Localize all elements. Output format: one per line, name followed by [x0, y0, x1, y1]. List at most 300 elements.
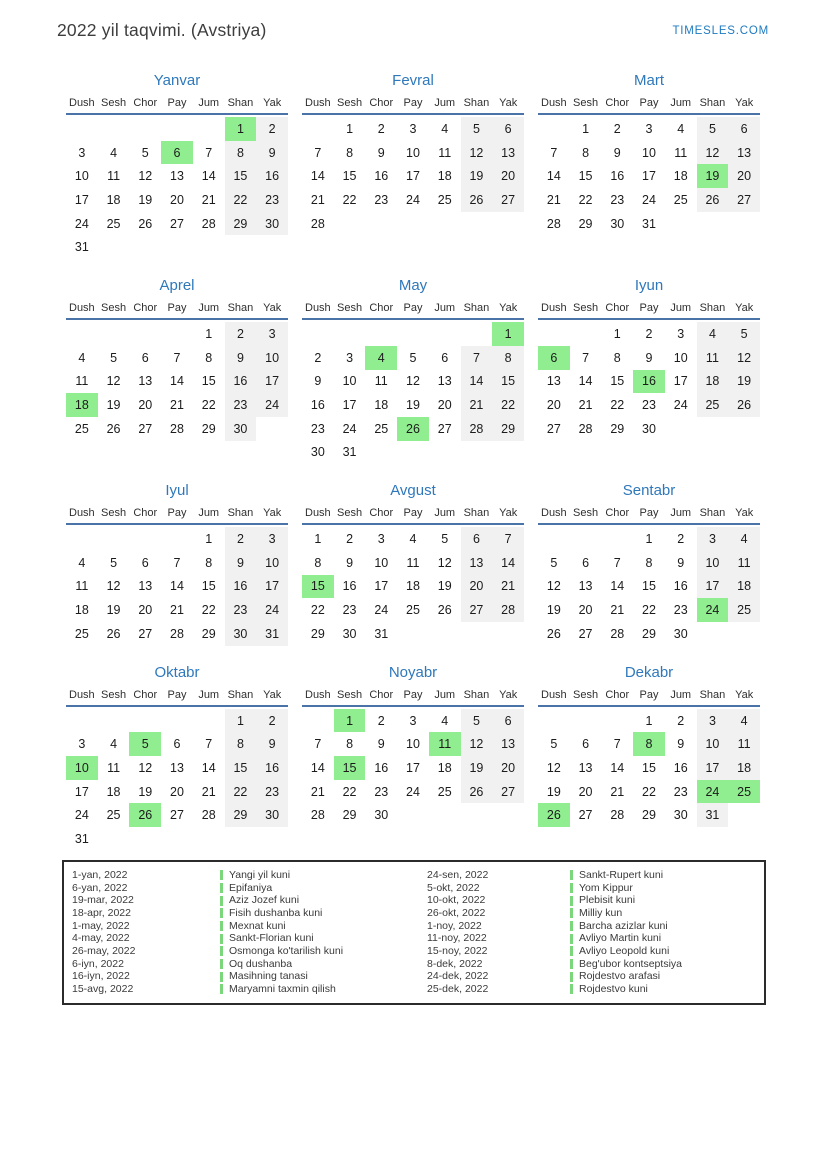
- day-cell: 25: [106, 216, 121, 231]
- week-row: [302, 164, 524, 188]
- legend-holiday-name: [220, 869, 427, 882]
- day-cell: 1: [205, 326, 213, 341]
- day-cell: 22: [642, 784, 656, 799]
- day-cell: 21: [578, 398, 593, 413]
- empty-day-cell: [193, 709, 225, 733]
- day-cell: 22: [610, 398, 625, 413]
- day-cell: 8: [613, 350, 621, 365]
- day-cell: 10: [697, 551, 729, 575]
- day-cell: 17: [642, 169, 656, 184]
- day-cell: 20: [170, 192, 184, 207]
- day-cell: 25: [437, 192, 452, 207]
- holiday-day-cell: 1: [492, 322, 524, 346]
- empty-day-cell: [697, 622, 729, 646]
- day-cell: 23: [374, 784, 389, 799]
- empty-day-cell: [66, 322, 98, 346]
- day-cell: 12: [546, 579, 561, 594]
- day-cell: 13: [578, 760, 593, 775]
- day-cell: 19: [437, 579, 452, 594]
- legend-date: 1-may, 2022: [72, 919, 130, 932]
- day-cell: 24: [74, 216, 89, 231]
- empty-day-cell: [365, 441, 397, 465]
- day-cell: 2: [225, 322, 257, 346]
- empty-day-cell: [728, 622, 760, 646]
- day-cell: 27: [437, 421, 452, 436]
- weekday-label: Pay: [167, 302, 187, 315]
- day-cell: 25: [728, 598, 760, 622]
- month-days-grid: [302, 115, 524, 235]
- day-cell: 19: [461, 756, 493, 780]
- day-cell: 7: [492, 527, 524, 551]
- day-cell: 26: [106, 421, 121, 436]
- day-cell: 7: [314, 145, 322, 160]
- weekday-label: Chor: [369, 688, 394, 701]
- week-row: [66, 575, 288, 599]
- legend-holiday-name: [570, 983, 760, 996]
- day-cell: 28: [310, 808, 325, 823]
- week-row: [538, 393, 760, 417]
- empty-day-cell: [461, 212, 493, 236]
- day-cell: 14: [578, 374, 593, 389]
- day-cell: 9: [613, 145, 621, 160]
- day-cell: 1: [225, 709, 257, 733]
- weekday-label: Dush: [305, 97, 331, 109]
- day-cell: 28: [170, 421, 184, 436]
- weekday-header-row: [302, 302, 524, 320]
- day-cell: 6: [141, 555, 149, 570]
- day-cell: 15: [492, 370, 524, 394]
- empty-day-cell: [601, 709, 633, 733]
- holiday-day-cell: 25: [728, 780, 760, 804]
- legend-holiday-label: Milliy kun: [579, 906, 623, 919]
- month-calendar: [302, 664, 524, 827]
- legend-tick-icon: [570, 908, 573, 918]
- weekday-label: Sesh: [573, 302, 599, 315]
- month-calendar: [538, 664, 760, 827]
- day-cell: 9: [225, 346, 257, 370]
- legend-date: 5-okt, 2022: [427, 881, 480, 894]
- week-row: [302, 188, 524, 212]
- day-cell: 30: [225, 622, 257, 646]
- weekday-label: Chor: [133, 302, 158, 315]
- empty-day-cell: [429, 322, 461, 346]
- weekday-label: Jum: [670, 97, 692, 109]
- page-title: 2022 yil taqvimi. (Avstriya): [57, 20, 267, 40]
- day-cell: 3: [409, 121, 417, 136]
- day-cell: 8: [346, 145, 354, 160]
- day-cell: 22: [578, 192, 593, 207]
- month-calendar: [66, 277, 288, 440]
- weekday-label: Dush: [541, 97, 567, 109]
- holiday-day-cell: 8: [633, 732, 665, 756]
- day-cell: 24: [406, 192, 420, 207]
- day-cell: 2: [225, 527, 257, 551]
- weekday-label: Dush: [541, 302, 567, 315]
- day-cell: 3: [377, 532, 385, 547]
- day-cell: 30: [342, 626, 357, 641]
- day-cell: 17: [673, 374, 688, 389]
- week-row: [302, 346, 524, 370]
- day-cell: 23: [673, 603, 688, 618]
- day-cell: 19: [106, 603, 121, 618]
- empty-day-cell: [256, 417, 288, 441]
- empty-day-cell: [365, 212, 397, 236]
- day-cell: 4: [441, 713, 449, 728]
- day-cell: 6: [582, 555, 590, 570]
- day-cell: 11: [75, 374, 89, 389]
- empty-day-cell: [461, 803, 493, 827]
- empty-day-cell: [161, 827, 193, 851]
- day-cell: 31: [74, 240, 89, 255]
- day-cell: 15: [578, 169, 593, 184]
- weekday-label: Shan: [699, 302, 726, 315]
- day-cell: 4: [78, 555, 86, 570]
- day-cell: 5: [550, 555, 558, 570]
- month-calendar: [538, 277, 760, 440]
- empty-day-cell: [397, 441, 429, 465]
- day-cell: 2: [377, 713, 385, 728]
- day-cell: 30: [225, 417, 257, 441]
- day-cell: 3: [256, 527, 288, 551]
- holiday-day-cell: 15: [302, 575, 334, 599]
- empty-day-cell: [665, 212, 697, 236]
- empty-day-cell: [193, 235, 225, 259]
- weekday-label: Sesh: [101, 97, 127, 109]
- weekday-label: Dush: [69, 302, 95, 315]
- day-cell: 20: [437, 398, 452, 413]
- day-cell: 17: [406, 169, 420, 184]
- day-cell: 31: [256, 622, 288, 646]
- day-cell: 16: [310, 398, 325, 413]
- week-row: [302, 393, 524, 417]
- day-cell: 11: [107, 760, 121, 775]
- day-cell: 10: [342, 374, 357, 389]
- day-cell: 5: [110, 555, 118, 570]
- legend-tick-icon: [570, 870, 573, 880]
- week-row: [302, 732, 524, 756]
- day-cell: 14: [201, 169, 216, 184]
- day-cell: 16: [374, 760, 389, 775]
- legend-tick-icon: [220, 908, 223, 918]
- month-days-grid: [538, 707, 760, 827]
- day-cell: 29: [342, 808, 357, 823]
- day-cell: 15: [201, 374, 216, 389]
- day-cell: 2: [377, 121, 385, 136]
- day-cell: 4: [409, 532, 417, 547]
- month-title: Aprel: [159, 277, 195, 295]
- holiday-day-cell: 18: [66, 393, 98, 417]
- day-cell: 28: [201, 808, 216, 823]
- month-calendar: [66, 72, 288, 259]
- empty-day-cell: [161, 709, 193, 733]
- day-cell: 17: [74, 784, 89, 799]
- weekday-header-row: [66, 302, 288, 320]
- day-cell: 25: [437, 784, 452, 799]
- day-cell: 19: [546, 603, 561, 618]
- empty-day-cell: [193, 827, 225, 851]
- day-cell: 5: [441, 532, 449, 547]
- legend-holiday-name: [570, 920, 760, 933]
- day-cell: 4: [728, 709, 760, 733]
- month-days-grid: [66, 707, 288, 851]
- day-cell: 26: [546, 626, 561, 641]
- day-cell: 12: [106, 579, 121, 594]
- week-row: [66, 598, 288, 622]
- day-cell: 26: [697, 188, 729, 212]
- weekday-label: Yak: [263, 302, 282, 315]
- day-cell: 12: [106, 374, 121, 389]
- month-title: Dekabr: [624, 663, 674, 681]
- month-days-grid: [302, 320, 524, 464]
- month-calendar: [538, 482, 760, 645]
- weekday-label: Sesh: [101, 302, 127, 315]
- month-days-grid: [538, 320, 760, 440]
- legend-date: 4-may, 2022: [72, 932, 130, 945]
- day-cell: 17: [406, 760, 420, 775]
- weekday-label: Jum: [198, 507, 220, 520]
- weekday-label: Shan: [463, 688, 490, 701]
- day-cell: 2: [314, 350, 322, 365]
- day-cell: 7: [173, 555, 181, 570]
- legend-holiday-label: Epifaniya: [229, 881, 273, 894]
- empty-day-cell: [98, 322, 130, 346]
- day-cell: 8: [225, 141, 257, 165]
- day-cell: 27: [578, 808, 593, 823]
- day-cell: 6: [492, 117, 524, 141]
- holiday-day-cell: 26: [538, 803, 570, 827]
- legend-tick-icon: [570, 984, 573, 994]
- legend-tick-icon: [570, 896, 573, 906]
- empty-day-cell: [665, 417, 697, 441]
- day-cell: 24: [406, 784, 420, 799]
- holiday-day-cell: 10: [66, 756, 98, 780]
- empty-day-cell: [129, 117, 161, 141]
- month-title: Mart: [634, 72, 664, 89]
- day-cell: 23: [374, 192, 389, 207]
- day-cell: 11: [728, 732, 760, 756]
- day-cell: 8: [582, 145, 590, 160]
- day-cell: 4: [78, 350, 86, 365]
- legend-date: 26-may, 2022: [72, 944, 136, 957]
- day-cell: 16: [610, 169, 625, 184]
- weekday-label: Dush: [541, 688, 567, 701]
- empty-day-cell: [256, 235, 288, 259]
- day-cell: 23: [256, 188, 288, 212]
- week-row: [538, 346, 760, 370]
- weekday-label: Jum: [670, 507, 692, 520]
- day-cell: 26: [437, 603, 452, 618]
- empty-day-cell: [129, 322, 161, 346]
- day-cell: 14: [170, 374, 184, 389]
- day-cell: 6: [173, 737, 181, 752]
- week-row: [538, 527, 760, 551]
- weekday-label: Dush: [69, 688, 95, 701]
- month-days-grid: [66, 525, 288, 645]
- holiday-day-cell: 24: [697, 598, 729, 622]
- day-cell: 2: [677, 532, 685, 547]
- day-cell: 9: [346, 555, 354, 570]
- empty-day-cell: [601, 527, 633, 551]
- day-cell: 27: [578, 626, 593, 641]
- day-cell: 21: [201, 192, 216, 207]
- day-cell: 10: [256, 551, 288, 575]
- day-cell: 20: [492, 164, 524, 188]
- legend-tick-icon: [570, 972, 573, 982]
- weekday-label: Yak: [735, 302, 754, 315]
- day-cell: 28: [610, 626, 625, 641]
- week-row: [66, 417, 288, 441]
- day-cell: 9: [377, 737, 385, 752]
- day-cell: 22: [342, 784, 357, 799]
- day-cell: 6: [441, 350, 449, 365]
- day-cell: 28: [461, 417, 493, 441]
- empty-day-cell: [161, 235, 193, 259]
- day-cell: 7: [205, 145, 213, 160]
- day-cell: 22: [310, 603, 325, 618]
- legend-holiday-label: Mexnat kuni: [229, 919, 286, 932]
- week-row: [66, 780, 288, 804]
- day-cell: 14: [201, 760, 216, 775]
- day-cell: 18: [728, 575, 760, 599]
- weekday-label: Yak: [263, 688, 282, 701]
- month-title: Avgust: [390, 482, 436, 500]
- day-cell: 30: [256, 803, 288, 827]
- day-cell: 31: [642, 216, 656, 231]
- month-title: Fevral: [392, 72, 434, 89]
- day-cell: 27: [138, 626, 153, 641]
- day-cell: 13: [170, 760, 184, 775]
- empty-day-cell: [129, 709, 161, 733]
- day-cell: 27: [138, 421, 153, 436]
- day-cell: 12: [728, 346, 760, 370]
- empty-day-cell: [98, 827, 130, 851]
- day-cell: 21: [170, 398, 184, 413]
- month-title: Oktabr: [154, 663, 200, 681]
- day-cell: 28: [546, 216, 561, 231]
- day-cell: 14: [610, 760, 625, 775]
- day-cell: 12: [138, 760, 153, 775]
- day-cell: 10: [642, 145, 656, 160]
- empty-day-cell: [129, 827, 161, 851]
- empty-day-cell: [538, 527, 570, 551]
- legend-holiday-name: [570, 907, 760, 920]
- day-cell: 18: [437, 169, 452, 184]
- day-cell: 19: [138, 784, 153, 799]
- day-cell: 20: [728, 164, 760, 188]
- weekday-label: Dush: [305, 507, 331, 520]
- legend-holiday-name: [220, 958, 427, 971]
- day-cell: 9: [256, 732, 288, 756]
- empty-day-cell: [728, 417, 760, 441]
- weekday-label: Yak: [735, 507, 754, 520]
- day-cell: 8: [314, 555, 322, 570]
- week-row: [302, 598, 524, 622]
- holiday-day-cell: 6: [161, 141, 193, 165]
- month-calendar: [66, 664, 288, 851]
- weekday-label: Shan: [463, 97, 490, 109]
- day-cell: 20: [170, 784, 184, 799]
- day-cell: 19: [106, 398, 121, 413]
- weekday-label: Yak: [263, 507, 282, 520]
- holiday-day-cell: 26: [129, 803, 161, 827]
- day-cell: 31: [697, 803, 729, 827]
- empty-day-cell: [98, 235, 130, 259]
- holiday-day-cell: 6: [538, 346, 570, 370]
- week-row: [302, 117, 524, 141]
- weekday-label: Sesh: [337, 507, 363, 520]
- months-grid: [66, 72, 760, 851]
- weekday-label: Jum: [434, 97, 456, 109]
- day-cell: 24: [256, 598, 288, 622]
- empty-day-cell: [225, 235, 257, 259]
- legend-date: 6-iyn, 2022: [72, 957, 124, 970]
- legend-holiday-label: Aziz Jozef kuni: [229, 894, 300, 907]
- day-cell: 20: [578, 784, 593, 799]
- day-cell: 22: [201, 603, 216, 618]
- day-cell: 19: [406, 398, 420, 413]
- day-cell: 31: [74, 831, 89, 846]
- day-cell: 10: [697, 732, 729, 756]
- day-cell: 12: [546, 760, 561, 775]
- weekday-label: Pay: [639, 688, 659, 701]
- empty-day-cell: [461, 322, 493, 346]
- day-cell: 14: [610, 579, 625, 594]
- weekday-label: Sesh: [337, 688, 363, 701]
- weekday-label: Pay: [639, 507, 659, 520]
- day-cell: 31: [342, 445, 357, 460]
- day-cell: 23: [342, 603, 357, 618]
- week-row: [538, 417, 760, 441]
- legend-date: 11-noy, 2022: [427, 932, 487, 945]
- day-cell: 27: [170, 216, 184, 231]
- legend-holiday-label: Beg'ubor kontseptsiya: [579, 957, 682, 970]
- day-cell: 26: [461, 780, 493, 804]
- week-row: [302, 417, 524, 441]
- day-cell: 17: [342, 398, 357, 413]
- day-cell: 29: [310, 626, 325, 641]
- holiday-day-cell: 26: [397, 417, 429, 441]
- holiday-day-cell: 24: [697, 780, 729, 804]
- week-row: [66, 188, 288, 212]
- legend-holiday-label: Osmonga ko'tarilish kuni: [229, 944, 344, 957]
- day-cell: 27: [492, 188, 524, 212]
- legend-holiday-name: [220, 932, 427, 945]
- weekday-label: Pay: [639, 97, 659, 109]
- legend-holiday-label: Sankt-Florian kuni: [229, 932, 314, 945]
- day-cell: 23: [256, 780, 288, 804]
- weekday-label: Dush: [305, 302, 331, 315]
- day-cell: 14: [546, 169, 561, 184]
- weekday-label: Shan: [227, 97, 254, 109]
- day-cell: 8: [645, 555, 653, 570]
- week-row: [538, 622, 760, 646]
- day-cell: 20: [138, 603, 153, 618]
- timesles-site-link[interactable]: TIMESLES.COM: [672, 25, 769, 37]
- day-cell: 28: [170, 626, 184, 641]
- day-cell: 18: [437, 760, 452, 775]
- weekday-label: Chor: [133, 97, 158, 109]
- day-cell: 30: [610, 216, 625, 231]
- empty-day-cell: [66, 527, 98, 551]
- weekday-label: Yak: [499, 302, 518, 315]
- legend-tick-icon: [570, 959, 573, 969]
- day-cell: 22: [492, 393, 524, 417]
- page-header: [0, 0, 827, 41]
- legend-tick-icon: [220, 896, 223, 906]
- day-cell: 15: [225, 756, 257, 780]
- day-cell: 15: [225, 164, 257, 188]
- legend-holiday-name: [570, 869, 760, 882]
